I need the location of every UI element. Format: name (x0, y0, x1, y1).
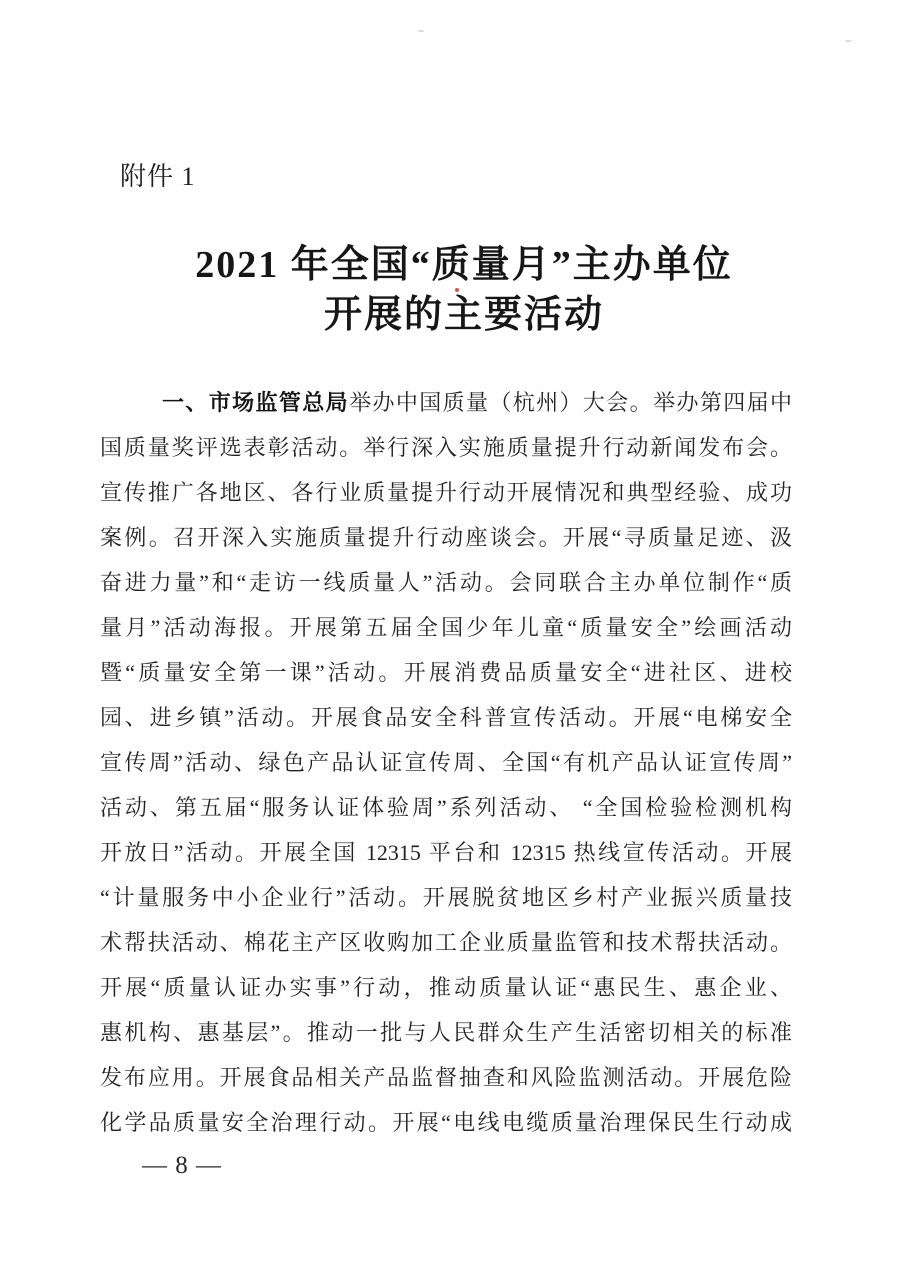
body-paragraph (100, 380, 792, 1145)
body-line: 惠机构、惠基层”。推动一批与人民群众生产生活密切相关的标准 (100, 1020, 792, 1045)
paragraph-lead-heading: 一、市场监管总局 (162, 390, 350, 415)
body-line: 奋进力量”和“走访一线质量人”活动。会同联合主办单位制作“质 (100, 570, 792, 595)
body-line: 开放日”活动。开展全国 12315 平台和 12315 热线宣传活动。开展 (100, 840, 792, 865)
body-line: 化学品质量安全治理行动。开展“电线电缆质量治理保民生行动成 (100, 1110, 792, 1135)
body-line: “计量服务中小企业行”活动。开展脱贫地区乡村产业振兴质量技 (100, 885, 792, 910)
body-line: 开展“质量认证办实事”行动，推动质量认证“惠民生、惠企业、 (100, 975, 792, 1000)
red-speck-artifact (455, 288, 459, 292)
title-line-2: 开展的主要活动 (323, 294, 604, 336)
body-line: 术帮扶活动、棉花主产区收购加工企业质量监管和技术帮扶活动。 (100, 930, 792, 955)
body-line: 园、进乡镇”活动。开展食品安全科普宣传活动。开展“电梯安全 (100, 705, 792, 730)
body-line: 案例。召开深入实施质量提升行动座谈会。开展“寻质量足迹、汲 (100, 525, 792, 550)
body-line: 宣传周”活动、绿色产品认证宣传周、全国“有机产品认证宣传周” (100, 750, 792, 775)
body-line: 暨“质量安全第一课”活动。开展消费品质量安全“进社区、进校 (100, 660, 792, 685)
attachment-label: 附件 1 (120, 162, 196, 191)
scan-speck (418, 30, 424, 32)
body-line-text: 举办中国质量（杭州）大会。举办第四届中 (349, 390, 792, 415)
body-line: 量月”活动海报。开展第五届全国少年儿童“质量安全”绘画活动 (100, 615, 792, 640)
body-line: 发布应用。开展食品相关产品监督抽查和风险监测活动。开展危险 (100, 1065, 792, 1090)
page-number: — 8 — (142, 1152, 222, 1179)
document-title (0, 240, 900, 340)
scan-speck (845, 40, 852, 42)
body-line: 国质量奖评选表彰活动。举行深入实施质量提升行动新闻发布会。 (100, 435, 792, 460)
body-line (100, 380, 792, 425)
body-line: 活动、第五届“服务认证体验周”系列活动、 “全国检验检测机构 (100, 795, 792, 820)
title-line-1: 2021 年全国“质量月”主办单位 (195, 244, 733, 286)
body-line: 宣传推广各地区、各行业质量提升行动开展情况和典型经验、成功 (100, 480, 792, 505)
